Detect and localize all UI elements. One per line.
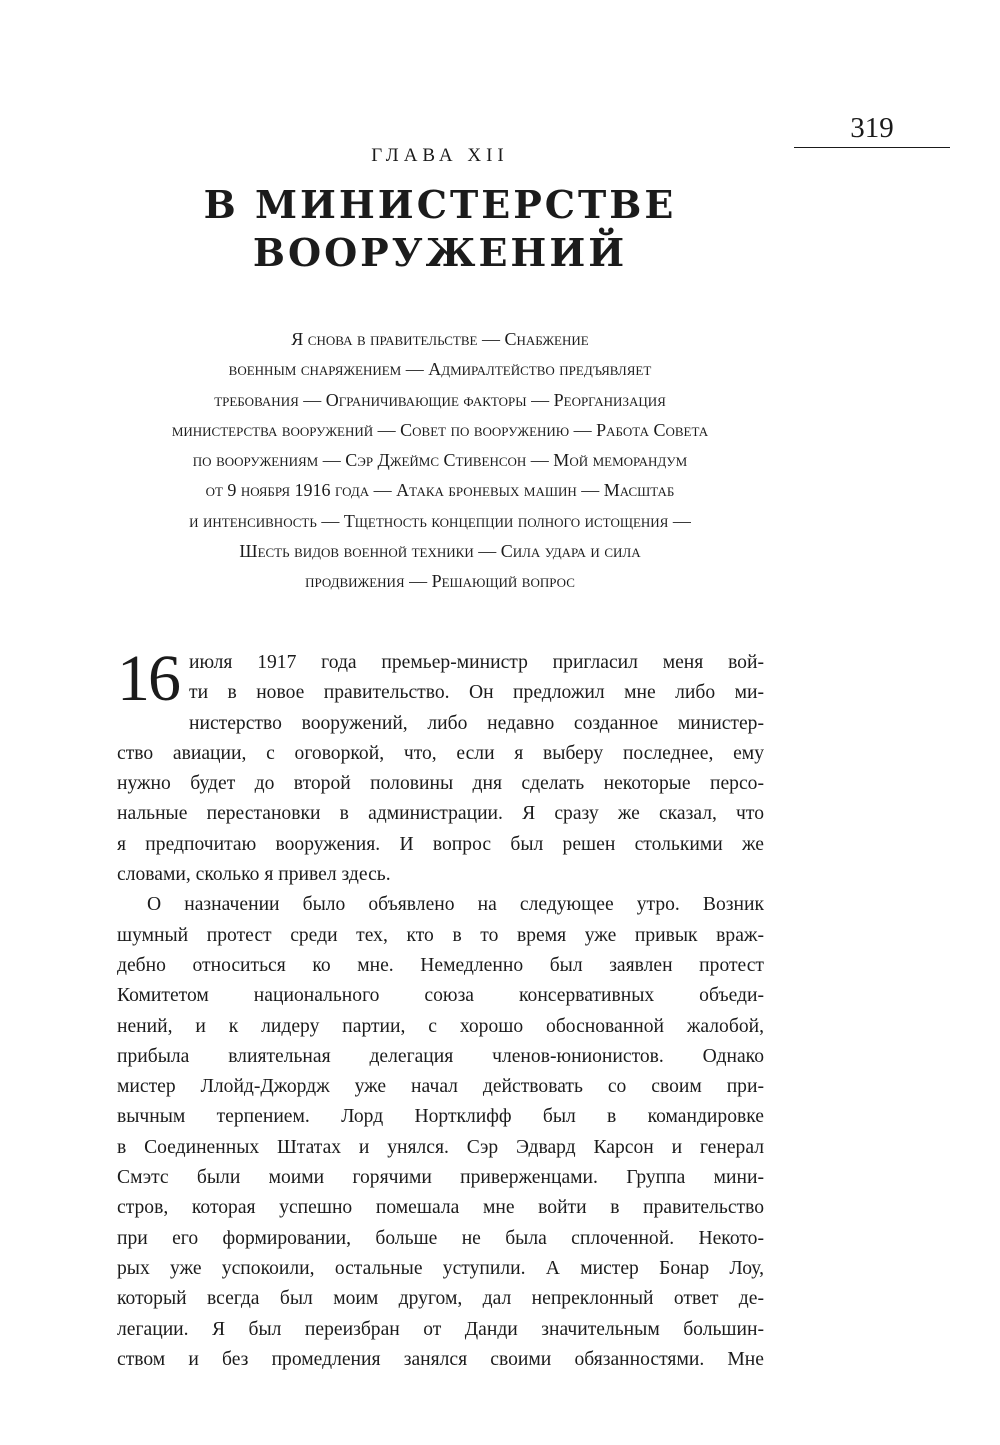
text-line: словами, сколько я привел здесь. xyxy=(117,864,391,886)
text-line: прибыла влиятельная делегация членов-юнионистов. Однако xyxy=(117,1045,764,1067)
text-line: рых уже успокоили, остальные уступили. А мистер Бонар Лоу, xyxy=(117,1257,764,1279)
chapter-label: ГЛАВА XII xyxy=(371,145,509,166)
text-line: дебно относиться ко мне. Немедленно был заявлен протест xyxy=(117,954,764,976)
text-line: мистер Ллойд-Джордж уже начал действовать со своим при- xyxy=(117,1076,764,1098)
page-number: 319 xyxy=(850,112,894,144)
synopsis-line: и интенсивность — Тщетность концепции полного истощения — xyxy=(189,510,691,531)
text-line: который всегда был моим другом, дал непреклонный ответ де- xyxy=(117,1288,764,1310)
text-line: вычным терпением. Лорд Нортклифф был в командировке xyxy=(117,1106,764,1128)
text-line: ством и без промедления занялся своими обязанностями. Мне xyxy=(117,1348,764,1370)
text-line: Смэтс были моими горячими приверженцами. Группа мини- xyxy=(117,1167,764,1189)
text-line: шумный протест среди тех, кто в то время уже привык враж- xyxy=(117,924,764,946)
chapter-synopsis xyxy=(110,324,770,597)
text-line: легации. Я был переизбран от Данди значительным большин- xyxy=(117,1318,764,1340)
text-line: стров, которая успешно помешала мне войти в правительство xyxy=(117,1197,764,1219)
text-line: нальные перестановки в администрации. Я сразу же сказал, что xyxy=(117,803,764,825)
text-line: нужно будет до второй половины дня сделать некоторые персо- xyxy=(117,773,764,795)
synopsis-line: продвижения — Решающий вопрос xyxy=(305,571,575,592)
text-line: при его формировании, больше не была сплоченной. Некото- xyxy=(117,1227,764,1249)
page-number-rule xyxy=(794,147,950,148)
synopsis-line: от 9 ноября 1916 года — Атака броневых машин — Масштаб xyxy=(205,480,675,501)
chapter-title-line: ВООРУЖЕНИЙ xyxy=(252,230,628,275)
text-line: ство авиации, с оговоркой, что, если я выберу последнее, ему xyxy=(117,742,764,764)
text-line: июля 1917 года премьер-министр пригласил меня вой- xyxy=(189,652,764,673)
synopsis-line: министерства вооружений — Совет по вооружению — Работа Совета xyxy=(171,419,709,440)
text-line: я предпочитаю вооружения. И вопрос был решен столькими же xyxy=(117,833,764,855)
synopsis-line: военным снаряжением — Адмиралтейство предъявляет xyxy=(228,359,652,380)
synopsis-line: Шесть видов военной техники — Сила удара и сила xyxy=(239,541,641,562)
text-line: ти в новое правительство. Он предложил мне либо ми- xyxy=(189,682,764,704)
text-line: Комитетом национального союза консервативных объеди- xyxy=(117,985,764,1007)
synopsis-line: Я снова в правительстве — Снабжение xyxy=(291,329,589,349)
text-line: О назначении было объявлено на следующее утро. Возник xyxy=(147,894,764,916)
chapter-title-line: В МИНИСТЕРСТВЕ xyxy=(203,182,677,227)
text-line: в Соединенных Штатах и унялся. Сэр Эдвард Карсон и генерал xyxy=(117,1136,764,1158)
synopsis-line: требования — Ограничивающие факторы — Реорганизация xyxy=(214,389,666,410)
paragraph-2 xyxy=(117,890,764,1375)
text-line: нений, и к лидеру партии, с хорошо обоснованной жалобой, xyxy=(117,1015,764,1037)
text-line: нистерство вооружений, либо недавно созданное министер- xyxy=(189,712,764,734)
paragraph-1 xyxy=(117,642,764,890)
body-text xyxy=(117,642,764,1375)
drop-cap: 16 xyxy=(117,642,179,715)
chapter-title xyxy=(120,181,760,277)
synopsis-line: по вооружениям — Сэр Джеймс Стивенсон — Мой меморандум xyxy=(192,450,688,471)
